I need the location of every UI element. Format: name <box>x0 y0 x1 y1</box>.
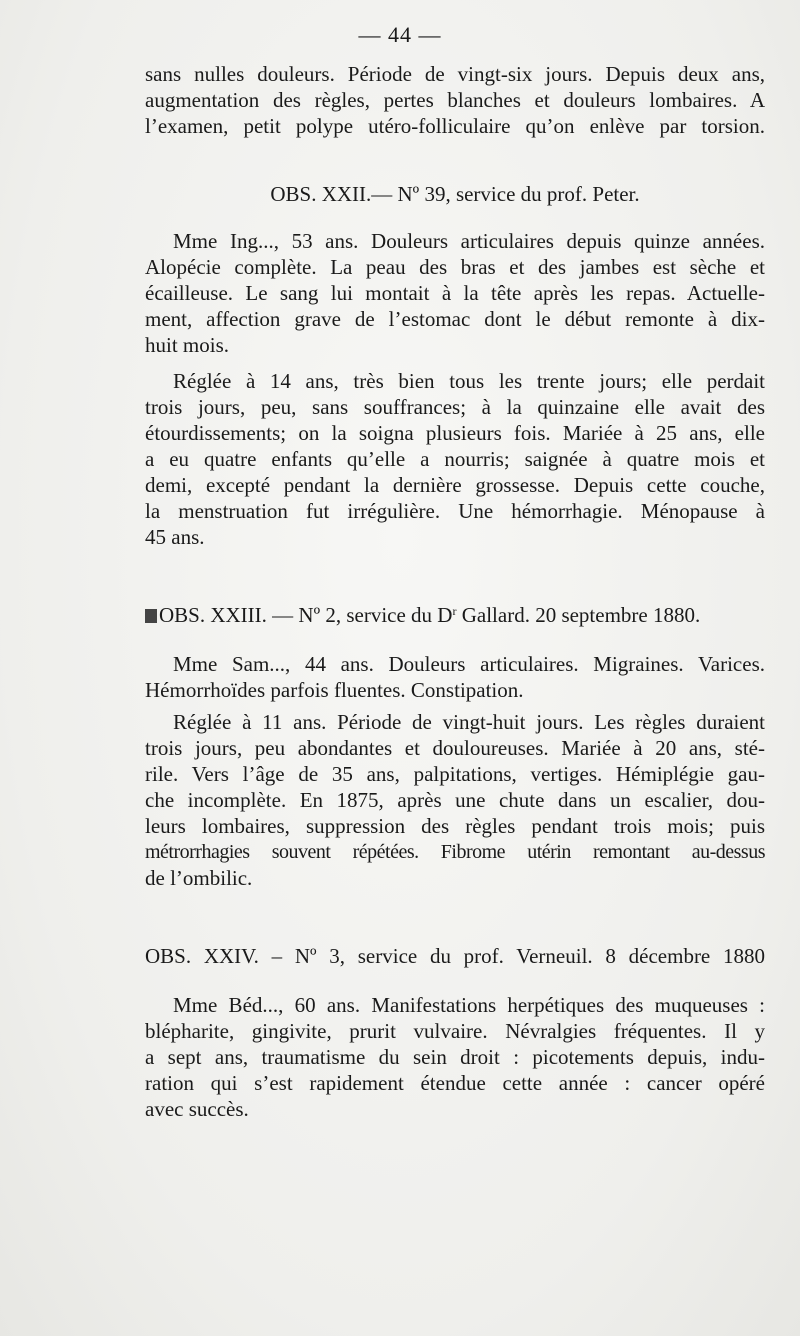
obs-xxiii-heading: OBS. XXIII. — Nº 2, service du $D^r$ Gallard. 20 septembre 1880. <box>145 602 765 628</box>
text-line: Mme Sam..., 44 ans. Douleurs articulaires. Migraines. Varices. <box>173 652 765 676</box>
text-line: ment, affection grave de l’estomac dont le début remonte à dix- <box>145 307 765 331</box>
text-line: 45 ans. <box>145 525 205 549</box>
text-line: leurs lombaires, suppression des règles pendant trois mois; puis <box>145 814 765 838</box>
text-line: Mme Ing..., 53 ans. Douleurs articulaires depuis quinze années. <box>173 229 765 253</box>
text-line: demi, excepté pendant la dernière grossesse. Depuis cette couche, <box>145 473 765 497</box>
text-line: trois jours, peu abondantes et douloureuses. Mariée à 20 ans, sté- <box>145 736 765 760</box>
print-mark-icon <box>145 609 157 623</box>
text-line: Mme Béd..., 60 ans. Manifestations herpétiques des muqueuses : <box>173 993 765 1017</box>
obs-xxiv-history <box>145 992 765 1122</box>
text-line: a sept ans, traumatisme du sein droit : picotements depuis, indu- <box>145 1045 765 1069</box>
obs-xxii-heading-block <box>145 181 765 207</box>
text-line: Alopécie complète. La peau des bras et des jambes est sèche et <box>145 255 765 279</box>
text-line: Réglée à 11 ans. Période de vingt-huit jours. Les règles duraient <box>173 710 765 734</box>
obs-xxii-heading: OBS. XXII.— Nº 39, service du prof. Peter. <box>270 182 640 206</box>
paragraph-continuation <box>145 61 765 139</box>
text-line: augmentation des règles, pertes blanches et douleurs lombaires. A <box>145 88 765 112</box>
obs-xxii-menstruation <box>145 368 765 550</box>
text-line: rile. Vers l’âge de 35 ans, palpitations, vertiges. Hémiplégie gau- <box>145 762 765 786</box>
text-line: avec succès. <box>145 1097 249 1121</box>
text-line: métrorrhagies souvent répétées. Fibrome utérin remontant au-dessus <box>145 841 765 863</box>
text-line: l’examen, petit polype utéro-folliculaire qu’on enlève par torsion. <box>145 114 765 138</box>
obs-xxiii-heading-block <box>145 602 765 628</box>
text-line: écailleuse. Le sang lui montait à la tête après les repas. Actuelle- <box>145 281 765 305</box>
text-line: huit mois. <box>145 333 230 357</box>
obs-xxiv-heading-block <box>145 943 765 969</box>
text-line: che incomplète. En 1875, après une chute dans un escalier, dou- <box>145 788 765 812</box>
obs-xxiv-heading: OBS. XXIV. – Nº 3, service du prof. Verneuil. 8 décembre 1880 <box>145 944 765 968</box>
text-line: étourdissements; on la soigna plusieurs fois. Mariée à 25 ans, elle <box>145 421 765 445</box>
obs-xxiii-menstruation <box>145 709 765 891</box>
text-line: blépharite, gingivite, prurit vulvaire. Névralgies fréquentes. Il y <box>145 1019 765 1043</box>
obs-xxii-history <box>145 228 765 358</box>
text-line: trois jours, peu, sans souffrances; à la quinzaine elle avait des <box>145 395 765 419</box>
text-line: sans nulles douleurs. Période de vingt-six jours. Depuis deux ans, <box>145 62 765 86</box>
obs-xxiii-history <box>145 651 765 703</box>
text-line: a eu quatre enfants qu’elle a nourris; saignée à quatre mois et <box>145 447 765 471</box>
text-line: de l’ombilic. <box>145 866 253 890</box>
text-line: Réglée à 14 ans, très bien tous les trente jours; elle perdait <box>173 369 765 393</box>
text-line: la menstruation fut irrégulière. Une hémorrhagie. Ménopause à <box>145 499 765 523</box>
text-line: ration qui s’est rapidement étendue cette année : cancer opéré <box>145 1071 765 1095</box>
page-number: — 44 — <box>358 22 442 47</box>
text-line: Hémorrhoïdes parfois fluentes. Constipation. <box>145 678 524 702</box>
